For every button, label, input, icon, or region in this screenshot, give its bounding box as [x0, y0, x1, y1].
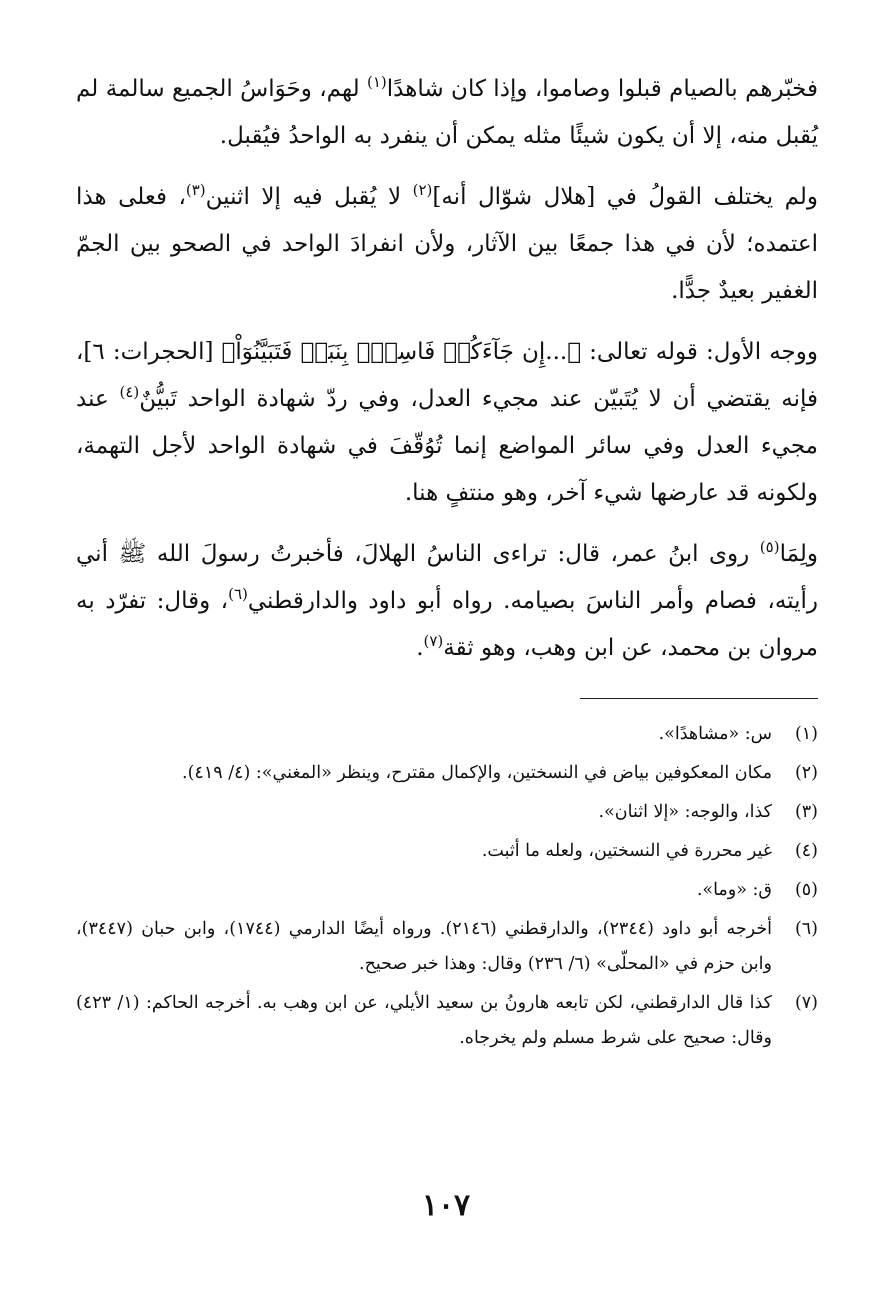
paragraph-3 — [76, 329, 818, 517]
footnote-text: مكان المعكوفين بياض في النسختين، والإكمال مقترح، وينظر «المغني»: (٤/ ٤١٩). — [182, 763, 772, 783]
footnote-item — [76, 795, 818, 830]
paragraph-text: لا يُقبل فيه إلا اثنين — [205, 184, 413, 210]
paragraph-text: روى ابنُ عمر، قال: تراءى الناسُ الهلالَ، فأخبرتُ رسولَ الله ﷺ أني رأيته، فصام وأمر الناسَ بصيامه. رواه أبو داود والدارقطني — [76, 541, 818, 614]
paragraph-4 — [76, 531, 818, 672]
footnote-ref-7[interactable]: (٧) — [423, 632, 444, 650]
footnote-number: (٣) — [794, 802, 818, 822]
footnote-number: (٢) — [794, 763, 818, 783]
footnote-ref-2[interactable]: (٢) — [412, 181, 433, 199]
footnote-ref-3[interactable]: (٣) — [185, 181, 206, 199]
footnote-item — [76, 873, 818, 908]
footnote-number: (٤) — [794, 841, 818, 861]
paragraph-text: ولِمَا — [779, 541, 818, 567]
paragraph-text: . — [416, 635, 424, 661]
paragraph-text: لهم، وحَوَاسُ الجميع سالمة لم يُقبل منه، إلا أن يكون شيئًا مثله يمكن أن ينفرد به الواحدُ فيُقبل. — [76, 76, 818, 149]
paragraph-text: فخبّرهم بالصيام قبلوا وصاموا، وإذا كان شاهدًا — [386, 76, 818, 102]
footnote-text: أخرجه أبو داود (٢٣٤٤)، والدارقطني (٢١٤٦). ورواه أيضًا الدارمي (١٧٤٤)، وابن حبان (٣٤٤٧)، وابن حزم في «المحلّى» (٦/ ٢٣٦) وقال: وهذا خبر صحيح. — [76, 919, 773, 974]
footnote-number: (١) — [794, 724, 818, 744]
page-number: ١٠٧ — [421, 1188, 471, 1223]
footnote-item — [76, 986, 818, 1056]
footnote-text: كذا قال الدارقطني، لكن تابعه هارونُ بن سعيد الأيلي، عن ابن وهب به. أخرجه الحاكم: (١/ ٤٢٣) وقال: صحيح على شرط مسلم ولم يخرجاه. — [76, 993, 772, 1048]
paragraph-text: ، وقال: تفرّد به مروان بن محمد، عن ابن وهب، وهو ثقة — [76, 588, 818, 661]
footnote-text: كذا، والوجه: «إلا اثنان». — [598, 802, 772, 822]
paragraph-2 — [76, 174, 818, 315]
footnotes — [76, 717, 818, 1056]
footnote-item — [76, 756, 818, 791]
paragraph-1 — [76, 66, 818, 160]
footnote-ref-1[interactable]: (١) — [367, 73, 387, 91]
footnote-number: (٦) — [794, 919, 818, 939]
paragraph-text: ولم يختلف القولُ في [هلال شوّال أنه] — [432, 184, 819, 210]
footnote-ref-6[interactable]: (٦) — [228, 585, 248, 603]
footnote-text: س: «مشاهدًا». — [658, 724, 772, 744]
footnote-number: (٧) — [794, 993, 818, 1013]
footnote-number: (٥) — [794, 880, 818, 900]
paragraph-text: ، فعلى هذا اعتمده؛ لأن في هذا جمعًا بين الآثار، ولأن انفرادَ الواحد في الصحو بين الجمّ الغفير بعيدٌ جدًّا. — [76, 184, 818, 304]
footnote-text: ق: «وما». — [696, 880, 772, 900]
footnote-text: غير محررة في النسختين، ولعله ما أثبت. — [481, 841, 772, 861]
footnote-ref-5[interactable]: (٥) — [759, 538, 780, 556]
paragraph-text: ووجه الأول: قوله تعالى: ﴿...إِن جَآءَكُمۡ فَاسِقُۢ بِنَبَإٖ فَتَبَيَّنُوٓاْ﴾ [الحجرات: ٦]، فإنه يقتضي أن لا يُتَبيّن عند مجيء العدل، وفي ردّ شهادة الواحد تَبيُّنٌ — [76, 339, 818, 412]
paragraph-text: عند مجيء العدل وفي سائر المواضع إنما تُوُقّفَ في شهادة الواحد لأجل التهمة، ولكونه قد عارضها شيء آخر، وهو منتفٍ هنا. — [76, 386, 818, 506]
footnote-item — [76, 912, 818, 982]
footnote-ref-4[interactable]: (٤) — [119, 383, 140, 401]
footnote-separator — [580, 698, 818, 699]
footnote-item — [76, 834, 818, 869]
footnote-item — [76, 717, 818, 752]
